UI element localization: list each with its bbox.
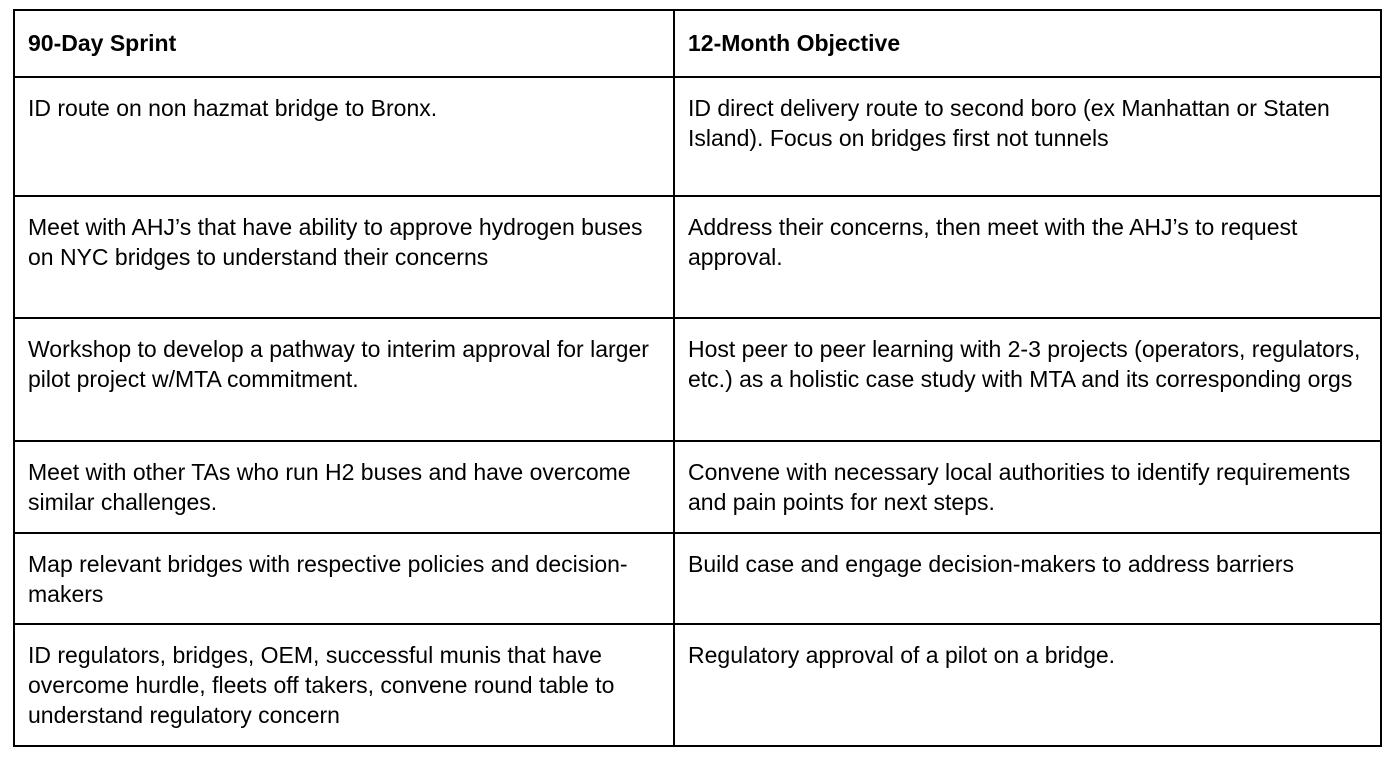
header-90-day-sprint: 90-Day Sprint: [14, 10, 674, 77]
sprint-cell: Workshop to develop a pathway to interim approval for larger pilot project w/MTA commitment.: [14, 318, 674, 441]
sprint-cell: ID regulators, bridges, OEM, successful munis that have overcome hurdle, fleets off takers, convene round table to understand regulatory concern: [14, 624, 674, 746]
objective-cell: ID direct delivery route to second boro (ex Manhattan or Staten Island). Focus on bridges first not tunnels: [674, 77, 1381, 196]
table-row: [14, 196, 1381, 318]
table-row: [14, 77, 1381, 196]
sprint-objective-table: [13, 9, 1382, 747]
header-12-month-objective: 12-Month Objective: [674, 10, 1381, 77]
table-header-row: [14, 10, 1381, 77]
objective-cell: Regulatory approval of a pilot on a bridge.: [674, 624, 1381, 746]
sprint-cell: Meet with other TAs who run H2 buses and have overcome similar challenges.: [14, 441, 674, 533]
table-row: [14, 318, 1381, 441]
table-row: [14, 441, 1381, 533]
objective-cell: Convene with necessary local authorities to identify requirements and pain points for next steps.: [674, 441, 1381, 533]
sprint-cell: Meet with AHJ’s that have ability to approve hydrogen buses on NYC bridges to understand their concerns: [14, 196, 674, 318]
sprint-cell: ID route on non hazmat bridge to Bronx.: [14, 77, 674, 196]
sprint-cell: Map relevant bridges with respective policies and decision-makers: [14, 533, 674, 624]
table-row: [14, 533, 1381, 624]
objective-cell: Address their concerns, then meet with the AHJ’s to request approval.: [674, 196, 1381, 318]
objective-cell: Host peer to peer learning with 2-3 projects (operators, regulators, etc.) as a holistic case study with MTA and its corresponding orgs: [674, 318, 1381, 441]
objective-cell: Build case and engage decision-makers to address barriers: [674, 533, 1381, 624]
table-row: [14, 624, 1381, 746]
